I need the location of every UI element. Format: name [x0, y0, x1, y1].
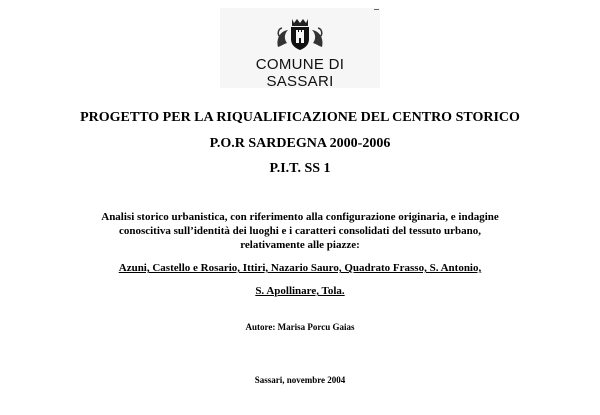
comune-logo [220, 8, 380, 88]
coat-of-arms-icon [274, 17, 326, 51]
description-line-1: Analisi storico urbanistica, con riferimento alla configurazione originaria, e indagine [101, 211, 499, 223]
place-date: Sassari, novembre 2004 [254, 375, 346, 385]
document-title: PROGETTO PER LA RIQUALIFICAZIONE DEL CENTRO STORICO [80, 110, 520, 125]
author: Autore: Marisa Porcu Gaias [245, 322, 355, 332]
description-line-2: conoscitiva sull’identità dei luoghi e i caratteri consolidati del tessuto urbano, [118, 225, 482, 237]
program-title: P.O.R SARDEGNA 2000-2006 [209, 136, 391, 151]
description-line-3: relativamente alle piazze: [240, 239, 360, 251]
logo-text: COMUNE DI SASSARI [255, 56, 345, 90]
places-line-1: Azuni, Castello e Rosario, Ittiri, Nazario Sauro, Quadrato Frasso, S. Antonio, [118, 262, 482, 274]
plan-code: P.I.T. SS 1 [269, 161, 331, 176]
places-line-2: S. Apollinare, Tola. [255, 285, 345, 297]
description [75, 210, 525, 252]
page-mark [374, 9, 379, 10]
